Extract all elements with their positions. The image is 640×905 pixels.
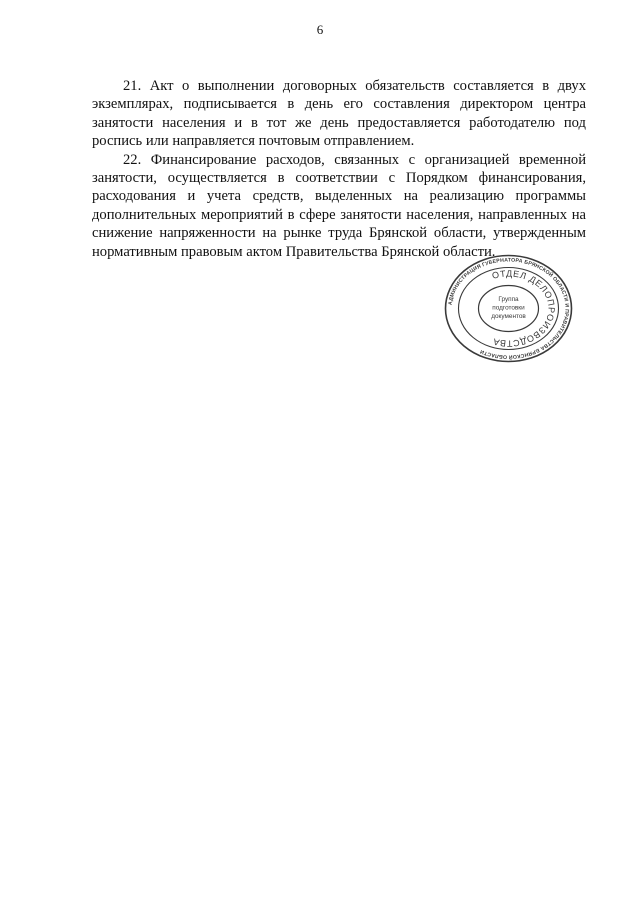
stamp-center-line-1: Группа — [498, 296, 519, 303]
department-stamp — [443, 253, 574, 364]
document-body — [92, 77, 586, 261]
page-number: 6 — [316, 22, 324, 37]
paragraph-21: 21. Акт о выполнении договорных обязательств составляется в двух экземплярах, подписывается в день его составления директором центра занятости населения и в тот же день предоставляется работодателю под роспись или направляется почтовым отправлением. — [92, 78, 586, 150]
stamp-center-line-3: документов — [491, 313, 526, 320]
stamp-inner-text: ОТДЕЛ ДЕЛОПРОИЗВОДСТВА — [490, 268, 557, 349]
stamp-center-line-2: подготовки — [492, 304, 525, 312]
stamp-outer-text: АДМИНИСТРАЦИЯ ГУБЕРНАТОРА БРЯНСКОЙ ОБЛАСТИ И ПРАВИТЕЛЬСТВА БРЯНСКОЙ ОБЛАСТИ — [447, 257, 570, 360]
paragraph-22: 22. Финансирование расходов, связанных с организацией временной занятости, осуществляется в соответствии с Порядком финансирования, расходования и учета средств, выделенных на реализацию программы дополнительных мероприятий в сфере занятости населения, направленных на снижение напряженности на рынке труда Брянской области, утвержденным нормативным правовым актом Правительства Брянской области. — [92, 151, 586, 260]
